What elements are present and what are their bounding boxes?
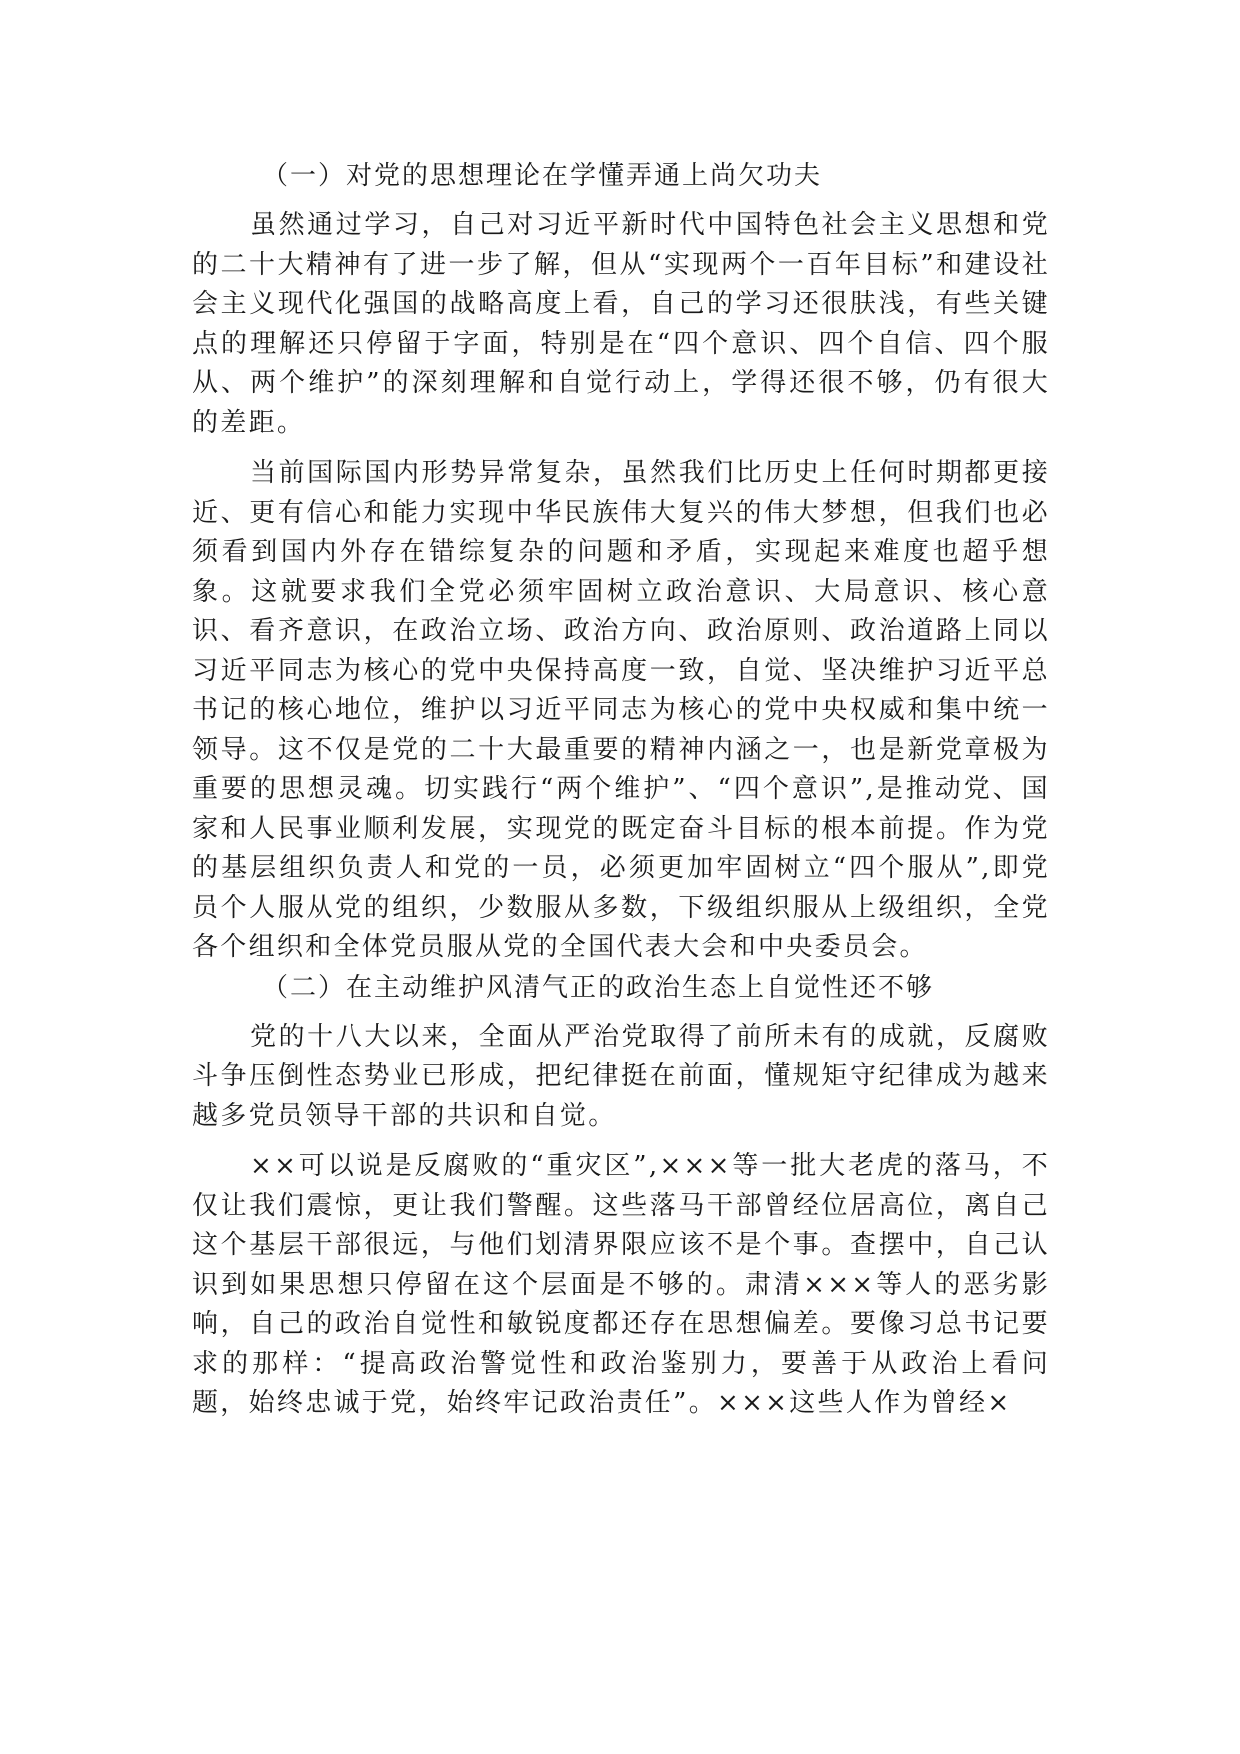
document-page xyxy=(192,158,1050,1435)
section-2-paragraph-2: ××可以说是反腐败的“重灾区”,×××等一批大老虎的落马，不仅让我们震惊，更让我们警醒。这些落马干部曾经位居高位，离自己这个基层干部很远，与他们划清界限应该不是个事。查摆中，自己认识到如果思想只停留在这个层面是不够的。肃清×××等人的恶劣影响，自己的政治自觉性和敏锐度都还存在思想偏差。要像习总书记要求的那样：“提高政治警觉性和政治鉴别力，要善于从政治上看问题，始终忠诚于党，始终牢记政治责任”。×××这些人作为曾经× xyxy=(192,1151,1050,1418)
section-2-heading: （二）在主动维护风清气正的政治生态上自觉性还不够 xyxy=(262,972,935,1003)
section-1-heading: （一）对党的思想理论在学懂弄通上尚欠功夫 xyxy=(262,161,823,191)
section-2-paragraph-1: 党的十八大以来，全面从严治党取得了前所未有的成就，反腐败斗争压倒性态势业已形成，把纪律挺在前面，懂规矩守纪律成为越来越多党员领导干部的共识和自觉。 xyxy=(192,1021,1050,1131)
section-1-paragraph-2: 当前国际国内形势异常复杂，虽然我们比历史上任何时期都更接近、更有信心和能力实现中华民族伟大复兴的伟大梦想，但我们也必须看到国内外存在错综复杂的问题和矛盾，实现起来难度也超乎想象。这就要求我们全党必须牢固树立政治意识、大局意识、核心意识、看齐意识，在政治立场、政治方向、政治原则、政治道路上同以习近平同志为核心的党中央保持高度一致，自觉、坚决维护习近平总书记的核心地位，维护以习近平同志为核心的党中央权威和集中统一领导。这不仅是党的二十大最重要的精神内涵之一，也是新党章极为重要的思想灵魂。切实践行“两个维护”、“四个意识”,是推动党、国家和人民事业顺利发展，实现党的既定奋斗目标的根本前提。作为党的基层组织负责人和党的一员，必须更加牢固树立“四个服从”,即党员个人服从党的组织，少数服从多数，下级组织服从上级组织，全党各个组织和全体党员服从党的全国代表大会和中央委员会。 xyxy=(192,458,1050,962)
section-1-paragraph-1: 虽然通过学习，自己对习近平新时代中国特色社会主义思想和党的二十大精神有了进一步了解，但从“实现两个一百年目标”和建设社会主义现代化强国的战略高度上看，自己的学习还很肤浅，有些关键点的理解还只停留于字面，特别是在“四个意识、四个自信、四个服从、两个维护”的深刻理解和自觉行动上，学得还很不够，仍有很大的差距。 xyxy=(192,210,1050,438)
